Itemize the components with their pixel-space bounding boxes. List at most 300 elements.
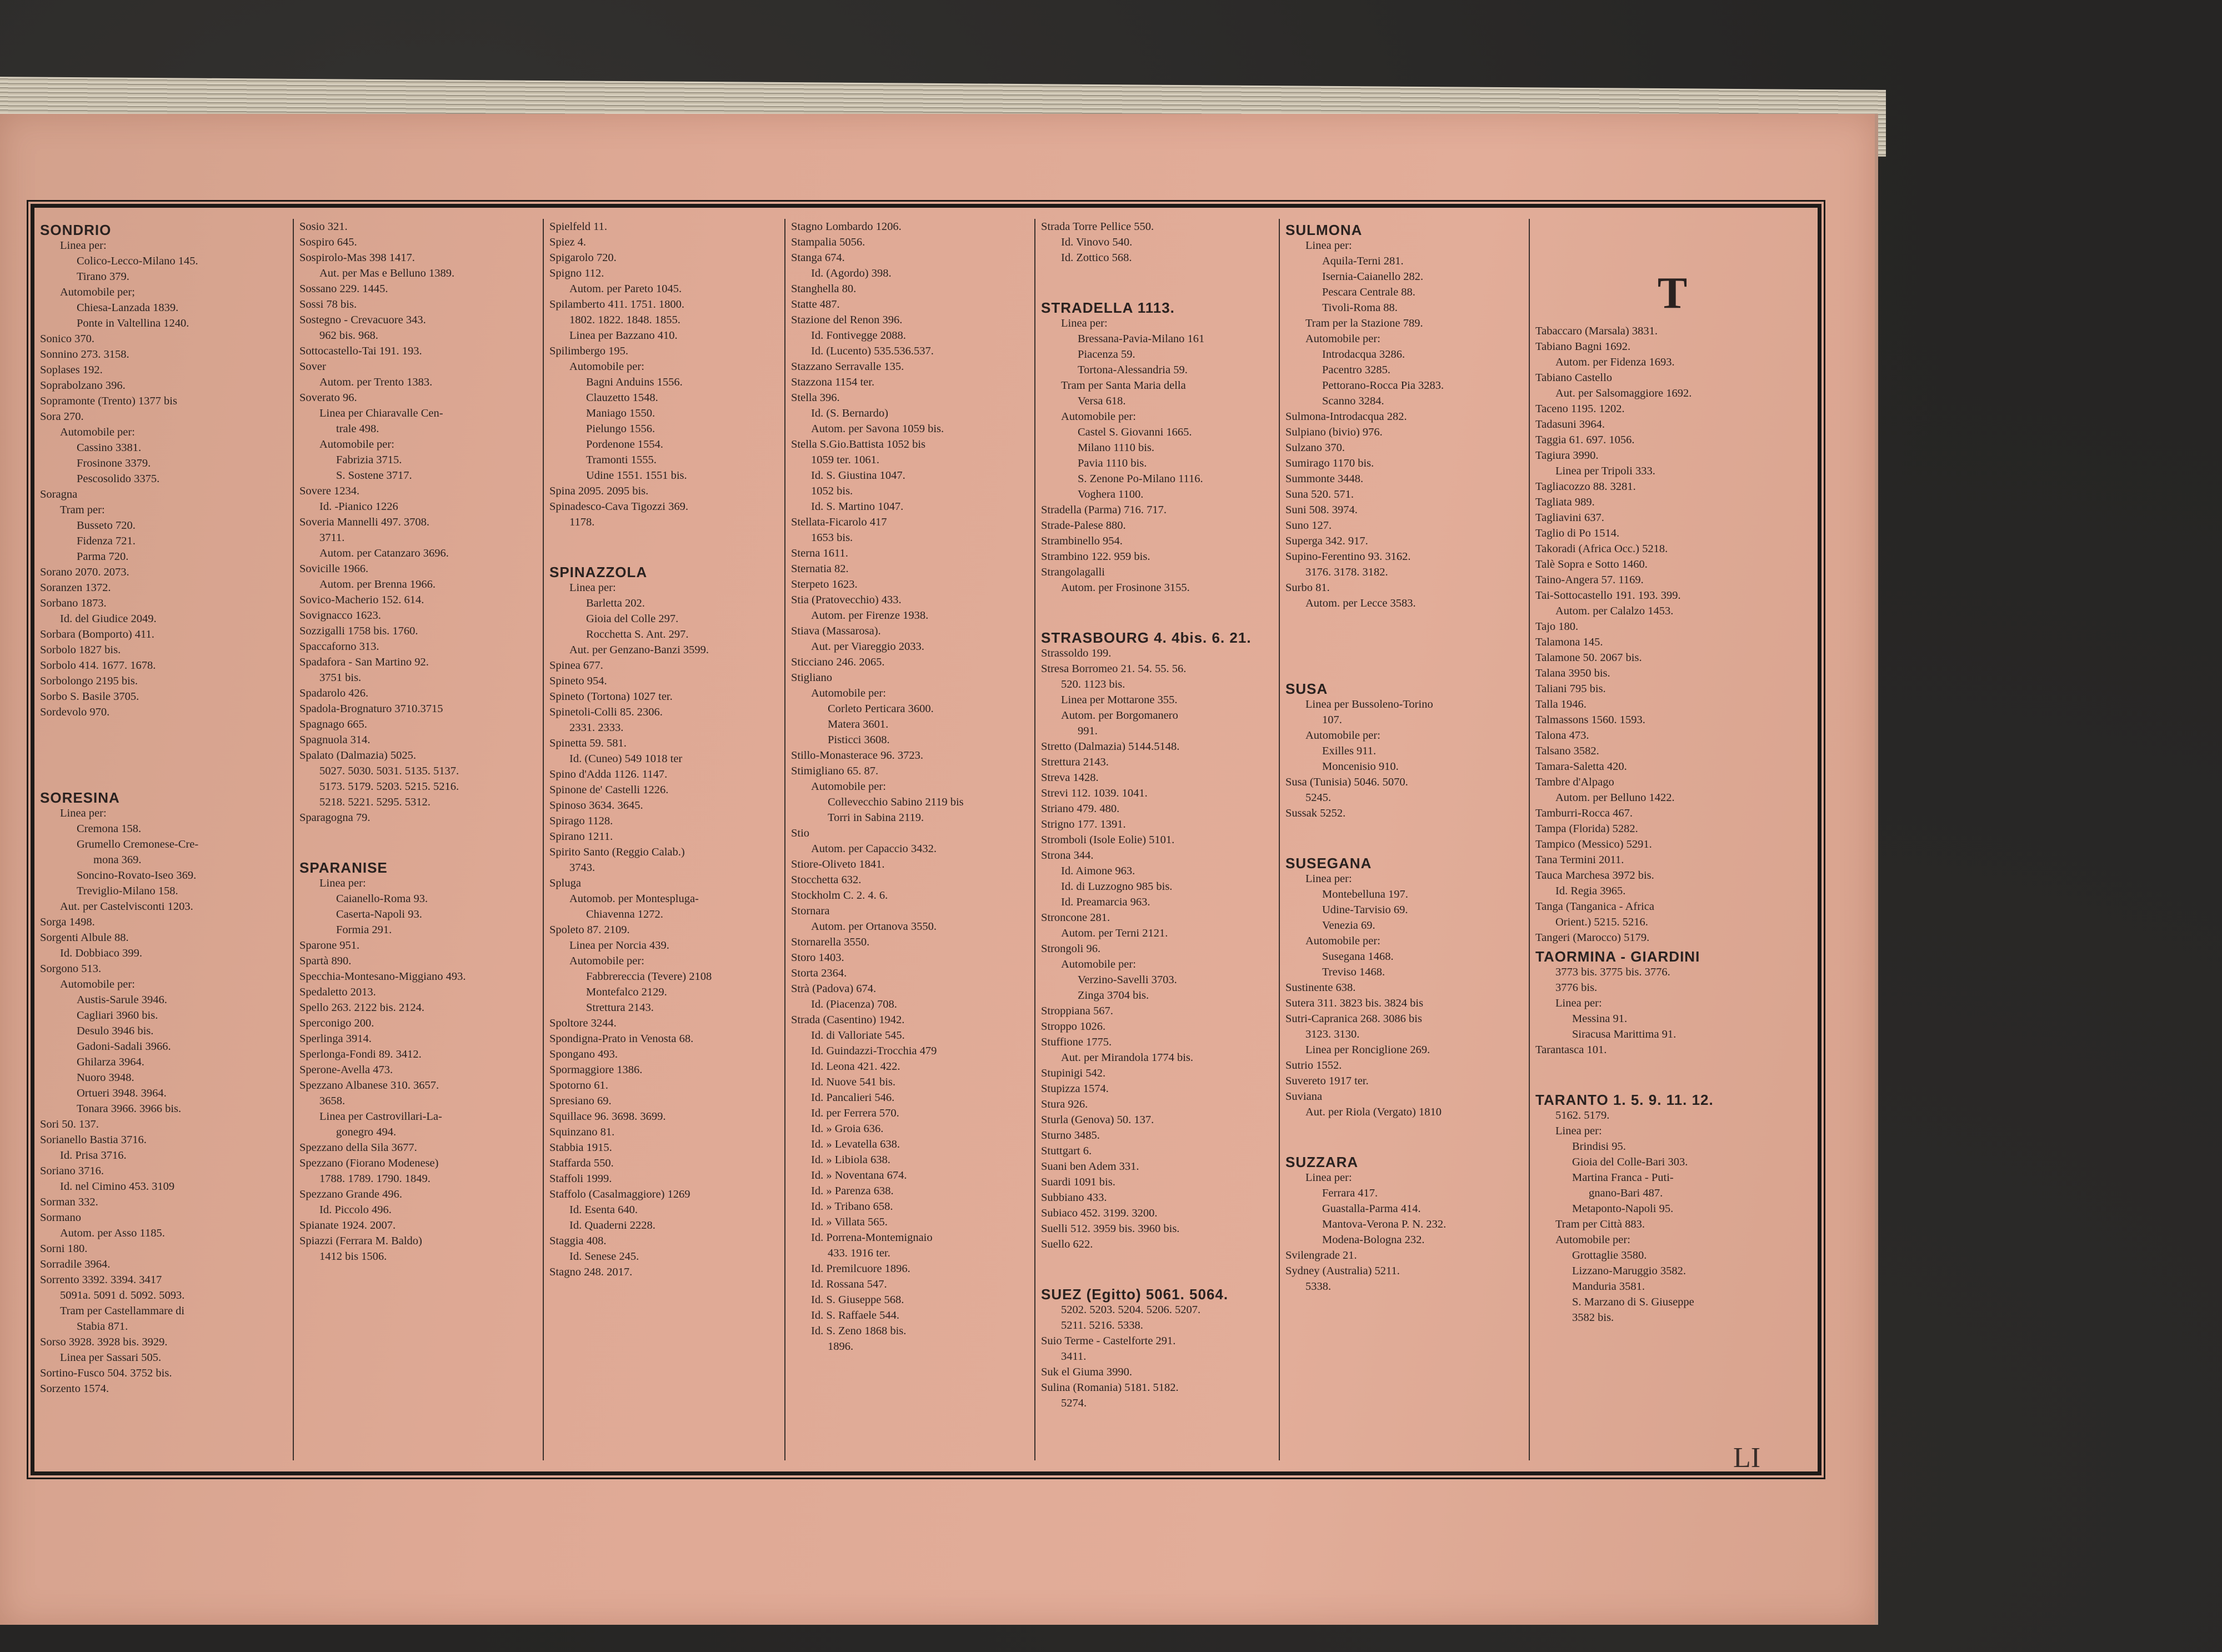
page-number: LI (1733, 1442, 1761, 1474)
index-entry: Automobile per: (60, 426, 135, 438)
index-entry: Stagno 248. 2017. (549, 1266, 633, 1278)
index-entry: Cagliari 3960 bis. (77, 1009, 158, 1022)
index-entry: Id. Prisa 3716. (60, 1149, 127, 1162)
index-entry: Pacentro 3285. (1322, 364, 1390, 376)
index-entry: Matera 3601. (828, 718, 889, 730)
index-entry: Strassoldo 199. (1041, 647, 1112, 659)
index-entry: 5173. 5179. 5203. 5215. 5216. (319, 780, 459, 793)
index-entry: Autom. per Catanzaro 3696. (319, 547, 449, 559)
index-entry: 1052 bis. (811, 485, 853, 497)
index-entry: S. Zenone Po-Milano 1116. (1078, 473, 1203, 485)
index-entry: Stazzano Serravalle 135. (791, 361, 904, 373)
index-entry: Tram per Santa Maria della (1061, 379, 1186, 392)
index-entry: Surbo 81. (1285, 582, 1330, 594)
index-entry: Sutri-Capranica 268. 3086 bis (1285, 1013, 1422, 1025)
index-entry: Stornarella 3550. (791, 936, 870, 948)
index-entry: 1178. (569, 516, 595, 528)
index-column-1 (34, 219, 293, 1460)
index-entry: Tambre d'Alpago (1535, 776, 1614, 788)
index-entry: Gadoni-Sadali 3966. (77, 1040, 171, 1053)
index-heading: TARANTO 1. 5. 9. 11. 12. (1535, 1092, 1714, 1108)
index-entry: Aut. per Viareggio 2033. (811, 640, 924, 653)
index-entry: gnano-Bari 487. (1589, 1187, 1663, 1199)
index-entry: Stupinigi 542. (1041, 1067, 1106, 1079)
index-entry: Udine-Tarvisio 69. (1322, 904, 1408, 916)
index-entry: Sorano 2070. 2073. (40, 566, 129, 578)
index-entry: Sperlinga 3914. (299, 1033, 372, 1045)
index-entry: Id. di Luzzogno 985 bis. (1061, 880, 1173, 893)
index-entry: Id. » Groia 636. (811, 1123, 884, 1135)
index-entry: Suno 127. (1285, 519, 1332, 532)
index-entry: Barletta 202. (586, 597, 645, 609)
index-entry: Autom. per Borgomanero (1061, 709, 1178, 722)
index-table-frame (31, 204, 1821, 1475)
index-entry: Stroppiana 567. (1041, 1005, 1113, 1017)
index-entry: Specchia-Montesano-Miggiano 493. (299, 970, 466, 983)
index-entry: Stornara (791, 905, 830, 917)
index-entry: Autom. per Capaccio 3432. (811, 843, 937, 855)
index-entry: Ponte in Valtellina 1240. (77, 317, 189, 329)
index-entry: Spezzano Albanese 310. 3657. (299, 1079, 439, 1092)
index-entry: Stretto (Dalmazia) 5144.5148. (1041, 740, 1180, 753)
index-entry: Squinzano 81. (549, 1126, 615, 1138)
index-column-7 (1529, 219, 1809, 1460)
index-entry: Spezzano Grande 496. (299, 1188, 403, 1200)
index-entry: Tortona-Alessandria 59. (1078, 364, 1188, 376)
index-entry: Stuffione 1775. (1041, 1036, 1112, 1048)
index-entry: Sovicille 1966. (299, 563, 369, 575)
section-letter: T (1657, 269, 1688, 318)
index-entry: Id. » Parenza 638. (811, 1185, 894, 1197)
index-entry: 3658. (319, 1095, 346, 1107)
index-entry: Stabbia 1915. (549, 1142, 612, 1154)
index-entry: 1896. (828, 1340, 854, 1353)
index-entry: Sormano (40, 1212, 82, 1224)
index-heading: STRADELLA 1113. (1041, 299, 1175, 316)
index-entry: Id. Dobbiaco 399. (60, 947, 143, 959)
index-entry: Staffoli 1999. (549, 1173, 612, 1185)
index-entry: 107. (1322, 714, 1342, 726)
index-entry: Talamona 145. (1535, 636, 1603, 648)
index-entry: Svilengrade 21. (1285, 1249, 1357, 1261)
index-entry: Sorradile 3964. (40, 1258, 111, 1270)
index-entry: Caianello-Roma 93. (336, 893, 428, 905)
index-entry: Automobile per: (811, 780, 886, 793)
index-entry: mona 369. (93, 854, 142, 866)
index-entry: Caserta-Napoli 93. (336, 908, 422, 920)
index-column-2 (293, 219, 543, 1460)
index-entry: trale 498. (336, 423, 379, 435)
index-entry: Stigliano (791, 672, 833, 684)
index-entry: 3743. (569, 862, 595, 874)
index-entry: Automobile per: (1061, 411, 1136, 423)
index-entry: Spianate 1924. 2007. (299, 1219, 396, 1232)
index-entry: Brindisi 95. (1572, 1140, 1626, 1153)
index-entry: Venezia 69. (1322, 919, 1375, 932)
index-entry: Tamburri-Rocca 467. (1535, 807, 1633, 819)
index-entry: Maniago 1550. (586, 407, 655, 419)
spacer (1285, 611, 1529, 678)
index-column-3 (543, 219, 784, 1460)
index-entry: Stellata-Ficarolo 417 (791, 516, 887, 528)
index-entry: Suni 508. 3974. (1285, 504, 1358, 516)
index-entry: Sospiro 645. (299, 236, 357, 248)
index-entry: Linea per Bazzano 410. (569, 329, 678, 342)
index-entry: Id. Piccolo 496. (319, 1204, 392, 1216)
index-entry: Automobile per: (569, 955, 644, 967)
index-entry: 3582 bis. (1572, 1311, 1614, 1324)
index-entry: Verzino-Savelli 3703. (1078, 974, 1177, 986)
index-entry: Id. (Agordo) 398. (811, 267, 892, 279)
index-entry: Spezzano (Fiorano Modenese) (299, 1157, 439, 1169)
spacer (1535, 1058, 1809, 1089)
index-entry: Spinetta 59. 581. (549, 737, 627, 749)
index-entry: Ghilarza 3964. (77, 1056, 144, 1068)
index-entry: 5027. 5030. 5031. 5135. 5137. (319, 765, 459, 777)
index-entry: Id. Senese 245. (569, 1250, 639, 1263)
index-entry: Tampico (Messico) 5291. (1535, 838, 1652, 850)
index-entry: Formia 291. (336, 924, 392, 936)
index-entry: Zinga 3704 bis. (1078, 989, 1149, 1002)
index-entry: S. Sostene 3717. (336, 469, 412, 482)
index-entry: Sora 270. (40, 411, 84, 423)
index-entry: Moncenisio 910. (1322, 760, 1399, 773)
index-entry: Suvereto 1917 ter. (1285, 1075, 1369, 1087)
index-entry: Strongoli 96. (1041, 943, 1101, 955)
index-entry: Stillo-Monasterace 96. 3723. (791, 749, 923, 762)
index-entry: Taggia 61. 697. 1056. (1535, 434, 1635, 446)
index-entry: Spadarolo 426. (299, 687, 369, 699)
index-entry: Id. » Libiola 638. (811, 1154, 890, 1166)
index-entry: Stia (Pratovecchio) 433. (791, 594, 902, 606)
index-entry: Busseto 720. (77, 519, 136, 532)
index-entry: Gioia del Colle 297. (586, 613, 679, 625)
index-entry: Sorrento 3392. 3394. 3417 (40, 1274, 162, 1286)
index-entry: Automobile per: (1061, 958, 1136, 970)
index-entry: Strettura 2143. (1041, 756, 1109, 768)
index-entry: Linea per: (1305, 239, 1352, 252)
index-entry: Id. S. Zeno 1868 bis. (811, 1325, 907, 1337)
index-entry: Spluga (549, 877, 581, 889)
index-entry: Sperone-Avella 473. (299, 1064, 393, 1076)
index-entry: Spagnago 665. (299, 718, 367, 730)
index-entry: Id. Aimone 963. (1061, 865, 1135, 877)
index-entry: Linea per Bussoleno-Torino (1305, 698, 1433, 710)
index-entry: Colico-Lecco-Milano 145. (77, 255, 198, 267)
index-entry: Spiez 4. (549, 236, 587, 248)
index-entry: Tai-Sottocastello 191. 193. 399. (1535, 589, 1681, 602)
index-entry: Sonico 370. (40, 333, 94, 345)
index-entry: Montebelluna 197. (1322, 888, 1408, 900)
book-page (0, 114, 1878, 1625)
index-entry: Strada (Casentino) 1942. (791, 1014, 905, 1026)
index-entry: Storo 1403. (791, 952, 844, 964)
spacer (1285, 821, 1529, 852)
index-entry: Sutera 311. 3823 bis. 3824 bis (1285, 997, 1424, 1009)
index-entry: Linea per: (1555, 1125, 1602, 1137)
index-entry: Tagliavini 637. (1535, 512, 1604, 524)
index-entry: Stanghella 80. (791, 283, 857, 295)
index-entry: Introdacqua 3286. (1322, 348, 1405, 361)
index-entry: Soprabolzano 396. (40, 379, 126, 392)
index-entry: Spaccaforno 313. (299, 640, 379, 653)
index-entry: Pescosolido 3375. (77, 473, 160, 485)
index-entry: Id. Rossana 547. (811, 1278, 887, 1290)
index-entry: Soranzen 1372. (40, 582, 111, 594)
index-entry: Sorgono 513. (40, 963, 102, 975)
index-entry: Linea per Norcia 439. (569, 939, 669, 952)
index-entry: Spezzano della Sila 3677. (299, 1142, 417, 1154)
index-entry: Stuttgart 6. (1041, 1145, 1092, 1157)
index-entry: Tabiano Castello (1535, 372, 1613, 384)
index-entry: Susegana 1468. (1322, 950, 1394, 963)
index-entry: Treviglio-Milano 158. (77, 885, 178, 897)
index-entry: Id. nel Cimino 453. 3109 (60, 1180, 175, 1193)
index-entry: Stagno Lombardo 1206. (791, 221, 902, 233)
index-entry: Autom. per Asso 1185. (60, 1227, 165, 1239)
index-entry: Tram per Castellammare di (60, 1305, 185, 1317)
index-entry: Stazzona 1154 ter. (791, 376, 875, 388)
index-entry: Stromboli (Isole Eolie) 5101. (1041, 834, 1175, 846)
index-entry: Soverato 96. (299, 392, 357, 404)
spacer (1041, 266, 1279, 297)
index-entry: Autom. per Lecce 3583. (1305, 597, 1416, 609)
index-entry: Lizzano-Maruggio 3582. (1572, 1265, 1686, 1277)
index-entry: Spirano 1211. (549, 830, 613, 843)
index-entry: Linea per Mottarone 355. (1061, 694, 1178, 706)
spacer (40, 720, 293, 787)
index-entry: Linea per Ronciglione 269. (1305, 1044, 1430, 1056)
index-entry: Id. Pancalieri 546. (811, 1092, 895, 1104)
spacer (1285, 1120, 1529, 1151)
index-entry: Automobile per: (569, 361, 644, 373)
index-entry: Taino-Angera 57. 1169. (1535, 574, 1644, 586)
index-entry: Automobile per: (811, 687, 886, 699)
index-entry: Spirago 1128. (549, 815, 613, 827)
index-entry: Spinetoli-Colli 85. 2306. (549, 706, 663, 718)
index-entry: Stroncone 281. (1041, 912, 1110, 924)
spacer (299, 825, 543, 857)
index-entry: Autom. per Terni 2121. (1061, 927, 1168, 939)
index-entry: Corleto Perticara 3600. (828, 703, 934, 715)
index-entry: 5211. 5216. 5338. (1061, 1319, 1143, 1331)
index-entry: 3776 bis. (1555, 982, 1598, 994)
index-column-5 (1034, 219, 1279, 1460)
index-entry: Id. (S. Bernardo) (811, 407, 888, 419)
index-entry: Stio (791, 827, 810, 839)
index-entry: Id. Esenta 640. (569, 1204, 638, 1216)
index-entry: Spinoso 3634. 3645. (549, 799, 643, 812)
index-entry: Chiavenna 1272. (586, 908, 663, 920)
index-entry: Statte 487. (791, 298, 840, 311)
index-entry: Linea per: (569, 582, 616, 594)
index-entry: Sulina (Romania) 5181. 5182. (1041, 1381, 1179, 1394)
index-entry: 962 bis. 968. (319, 329, 378, 342)
index-entry: 5274. (1061, 1397, 1087, 1409)
index-entry: Tram per: (60, 504, 105, 516)
index-entry: Stazione del Renon 396. (791, 314, 903, 326)
index-entry: Sorni 180. (40, 1243, 88, 1255)
index-entry: Grumello Cremonese-Cre- (77, 838, 199, 850)
index-entry: Tram per la Stazione 789. (1305, 317, 1423, 329)
index-entry: Fabrizia 3715. (336, 454, 402, 466)
index-entry: 5245. (1305, 792, 1332, 804)
index-entry: Isernia-Caianello 282. (1322, 271, 1424, 283)
index-entry: Strona 344. (1041, 849, 1094, 862)
index-entry: Spello 263. 2122 bis. 2124. (299, 1002, 424, 1014)
index-entry: Pavia 1110 bis. (1078, 457, 1147, 469)
index-entry: Collevecchio Sabino 2119 bis (828, 796, 964, 808)
index-entry: 5202. 5203. 5204. 5206. 5207. (1061, 1304, 1201, 1316)
index-entry: Sordevolo 970. (40, 706, 110, 718)
index-entry: Streva 1428. (1041, 772, 1099, 784)
index-entry: 3123. 3130. (1305, 1028, 1360, 1040)
index-entry: Sticciano 246. 2065. (791, 656, 885, 668)
index-entry: Linea per: (1061, 317, 1108, 329)
index-entry: Id. Guindazzi-Trocchia 479 (811, 1045, 937, 1057)
index-entry: Stabia 871. (77, 1320, 128, 1333)
index-entry: Sori 50. 137. (40, 1118, 99, 1130)
index-entry: Talla 1946. (1535, 698, 1587, 710)
index-entry: Talana 3950 bis. (1535, 667, 1610, 679)
index-entry: Bagni Anduins 1556. (586, 376, 683, 388)
index-entry: Talamone 50. 2067 bis. (1535, 652, 1642, 664)
index-entry: Montefalco 2129. (586, 986, 667, 998)
index-entry: Aquila-Terni 281. (1322, 255, 1404, 267)
index-entry: Sover (299, 361, 326, 373)
index-entry: 3176. 3178. 3182. (1305, 566, 1388, 578)
index-entry: Strà (Padova) 674. (791, 983, 877, 995)
index-entry: Torri in Sabina 2119. (828, 812, 924, 824)
index-entry: Spinea 677. (549, 659, 603, 672)
index-entry: Id. Leona 421. 422. (811, 1060, 900, 1073)
index-entry: Exilles 911. (1322, 745, 1377, 757)
index-entry: Sospirolo-Mas 398 1417. (299, 252, 415, 264)
index-entry: Stradella (Parma) 716. 717. (1041, 504, 1167, 516)
index-entry: Tarantasca 101. (1535, 1044, 1607, 1056)
index-entry: Automobile per: (1305, 333, 1380, 345)
index-entry: Stiore-Oliveto 1841. (791, 858, 885, 870)
index-entry: Castel S. Giovanni 1665. (1078, 426, 1192, 438)
index-entry: Messina 91. (1572, 1013, 1628, 1025)
index-entry: Sutrio 1552. (1285, 1059, 1342, 1072)
index-entry: Id. Premilcuore 1896. (811, 1263, 910, 1275)
index-entry: Bressana-Pavia-Milano 161 (1078, 333, 1205, 345)
index-entry: Cremona 158. (77, 823, 142, 835)
index-entry: Autom. per Brenna 1966. (319, 578, 436, 590)
index-entry: Id. -Pianico 1226 (319, 500, 398, 513)
index-entry: 1059 ter. 1061. (811, 454, 879, 466)
index-entry: Spino d'Adda 1126. 1147. (549, 768, 668, 780)
spacer (549, 530, 784, 561)
index-heading: SUSEGANA (1285, 855, 1372, 872)
index-entry: Sulzano 370. (1285, 442, 1345, 454)
index-heading: TAORMINA - GIARDINI (1535, 948, 1700, 965)
index-entry: Taglio di Po 1514. (1535, 527, 1620, 539)
index-entry: Susa (Tunisia) 5046. 5070. (1285, 776, 1408, 788)
index-entry: Spineto 954. (549, 675, 607, 687)
index-entry: Tauca Marchesa 3972 bis. (1535, 869, 1654, 882)
index-entry: Stura 926. (1041, 1098, 1088, 1110)
index-entry: Summonte 3448. (1285, 473, 1364, 485)
index-entry: Spiazzi (Ferrara M. Baldo) (299, 1235, 422, 1247)
index-heading: SUEZ (Egitto) 5061. 5064. (1041, 1286, 1229, 1303)
index-entry: Tonara 3966. 3966 bis. (77, 1103, 182, 1115)
index-entry: Sulpiano (bivio) 976. (1285, 426, 1383, 438)
index-entry: 3773 bis. 3775 bis. 3776. (1555, 966, 1670, 978)
index-entry: Orient.) 5215. 5216. (1555, 916, 1648, 928)
index-entry: Clauzetto 1548. (586, 392, 658, 404)
index-entry: Strada Torre Pellice 550. (1041, 221, 1154, 233)
index-entry: Spina 2095. 2095 bis. (549, 485, 649, 497)
index-entry: Id. » Villata 565. (811, 1216, 888, 1228)
index-entry: Soplases 192. (40, 364, 103, 376)
index-entry: Grottaglie 3580. (1572, 1249, 1647, 1261)
index-entry: Staffolo (Casalmaggiore) 1269 (549, 1188, 690, 1200)
index-entry: Stroppo 1026. (1041, 1020, 1106, 1033)
index-entry: Taceno 1195. 1202. (1535, 403, 1625, 415)
index-entry: Soncino-Rovato-Iseo 369. (77, 869, 197, 882)
index-entry: Strade-Palese 880. (1041, 519, 1126, 532)
index-entry: Staggia 408. (549, 1235, 607, 1247)
index-entry: Squillace 96. 3698. 3699. (549, 1110, 666, 1123)
index-entry: Parma 720. (77, 550, 129, 563)
index-entry: Sperlonga-Fondi 89. 3412. (299, 1048, 422, 1060)
index-entry: Sturla (Genova) 50. 137. (1041, 1114, 1154, 1126)
index-entry: Id. S. Raffaele 544. (811, 1309, 900, 1321)
index-entry: Stocchetta 632. (791, 874, 862, 886)
index-entry: Sturno 3485. (1041, 1129, 1100, 1142)
index-entry: Linea per: (1555, 997, 1602, 1009)
index-entry: Sorga 1498. (40, 916, 95, 928)
index-entry: 991. (1078, 725, 1098, 737)
index-entry: Spoleto 87. 2109. (549, 924, 630, 936)
index-entry: Id. Preamarcia 963. (1061, 896, 1150, 908)
index-entry: Takoradi (Africa Occ.) 5218. (1535, 543, 1668, 555)
index-entry: Sparagogna 79. (299, 812, 371, 824)
index-entry: Tamara-Saletta 420. (1535, 760, 1627, 773)
index-entry: Tanga (Tanganica - Africa (1535, 900, 1654, 913)
index-entry: Udine 1551. 1551 bis. (586, 469, 687, 482)
index-entry: Voghera 1100. (1078, 488, 1144, 500)
index-entry: Spedaletto 2013. (299, 986, 376, 998)
index-heading: SORESINA (40, 789, 120, 806)
index-entry: Sustinente 638. (1285, 982, 1356, 994)
index-entry: Automobile per: (1555, 1234, 1630, 1246)
index-entry: Tivoli-Roma 88. (1322, 302, 1398, 314)
index-entry: Autom. per Trento 1383. (319, 376, 433, 388)
index-entry: Pettorano-Rocca Pia 3283. (1322, 379, 1444, 392)
index-entry: Sovere 1234. (299, 485, 360, 497)
index-entry: Pielungo 1556. (586, 423, 655, 435)
index-entry: Spongano 493. (549, 1048, 618, 1060)
index-entry: Gioia del Colle-Bari 303. (1572, 1156, 1688, 1168)
index-entry: Strambinello 954. (1041, 535, 1123, 547)
index-heading: SUZZARA (1285, 1154, 1359, 1170)
index-entry: Nuoro 3948. (77, 1072, 134, 1084)
index-entry: Spigarolo 720. (549, 252, 617, 264)
index-entry: Id. S. Giuseppe 568. (811, 1294, 904, 1306)
index-entry: Tagliacozzo 88. 3281. (1535, 480, 1636, 493)
index-entry: Id. del Giudice 2049. (60, 613, 157, 625)
index-entry: Id. Fontivegge 2088. (811, 329, 906, 342)
index-entry: Tadasuni 3964. (1535, 418, 1605, 430)
index-entry: Id. di Valloriate 545. (811, 1029, 905, 1042)
index-entry: Martina Franca - Puti- (1572, 1172, 1674, 1184)
index-entry: Linea per Castrovillari-La- (319, 1110, 442, 1123)
index-entry: Linea per: (1305, 873, 1352, 885)
index-heading: STRASBOURG 4. 4bis. 6. 21. (1041, 629, 1252, 646)
